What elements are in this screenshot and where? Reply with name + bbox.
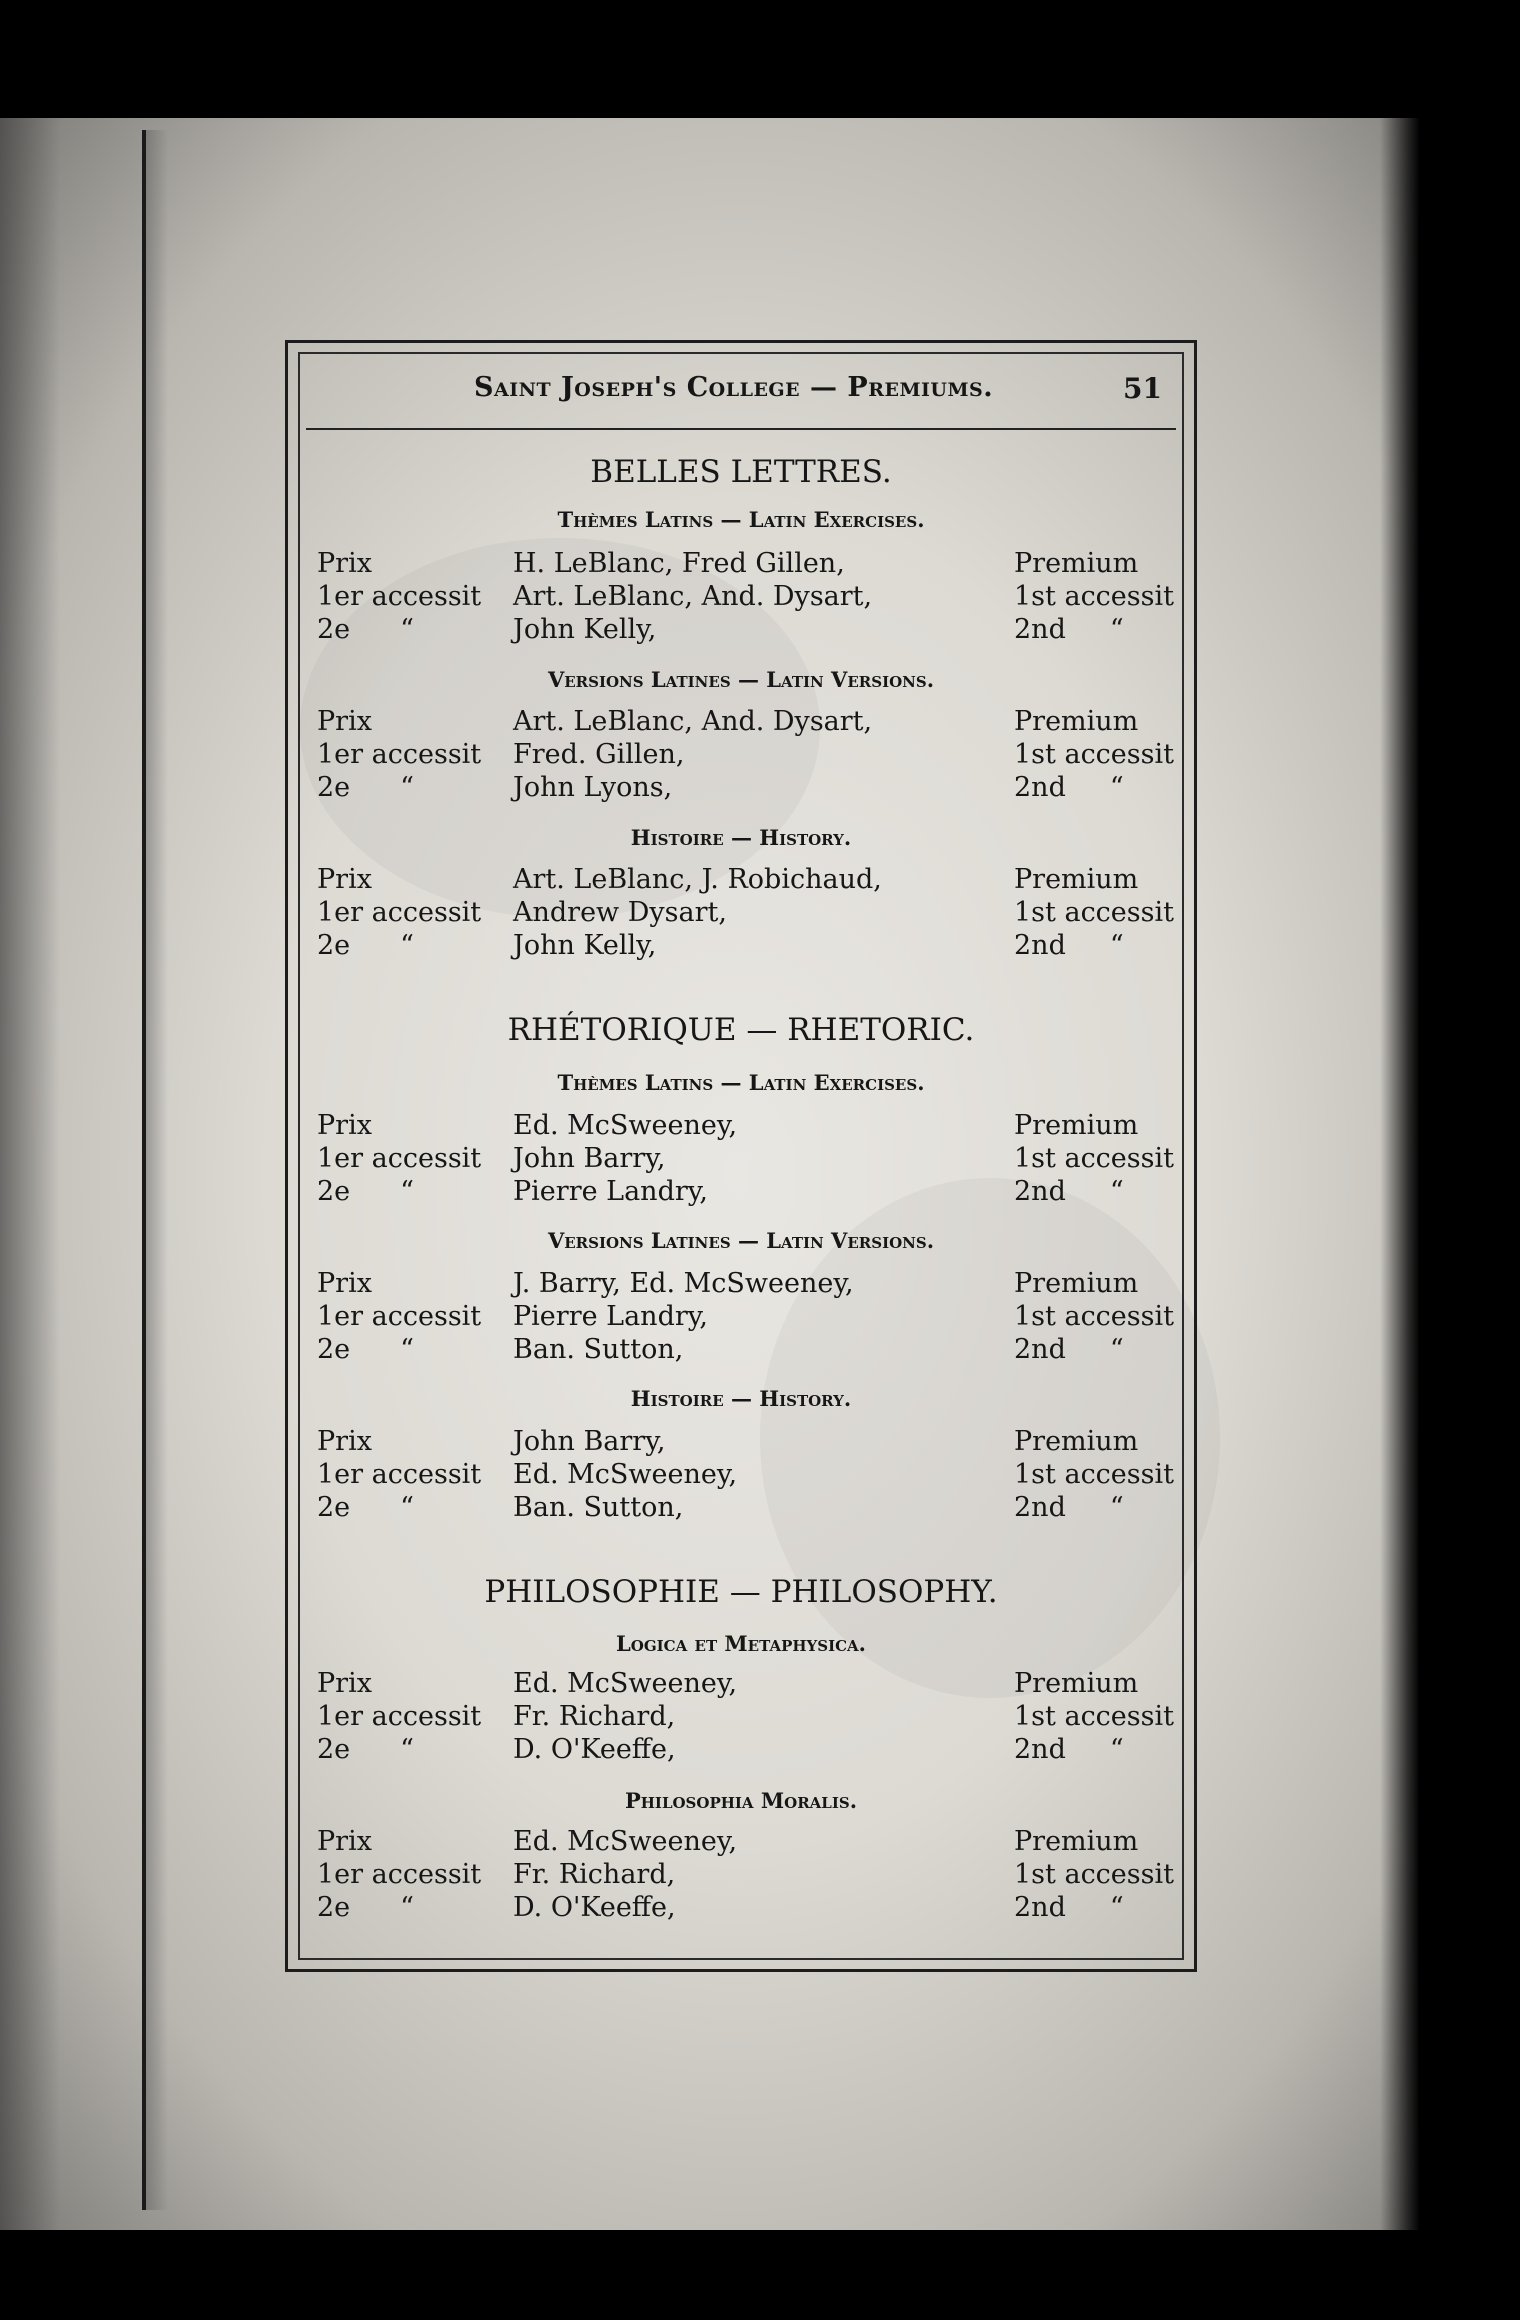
rank-label: 2e	[317, 772, 351, 803]
award-rank-fr	[317, 771, 414, 804]
award-rank-fr: 1er accessit	[317, 1301, 482, 1332]
award-rank-fr: 1er accessit	[317, 897, 482, 928]
award-row	[298, 1858, 1184, 1891]
award-rank-fr: 1er accessit	[317, 1143, 482, 1174]
subsection-title: Logica et Metaphysica.	[615, 1631, 866, 1656]
rank-label: 2nd	[1014, 1334, 1066, 1365]
rank-label: 2nd	[1014, 614, 1066, 645]
award-names: John Barry,	[513, 1426, 666, 1457]
ditto-mark: “	[400, 1492, 414, 1523]
ditto-mark: “	[400, 1892, 414, 1923]
award-names: Pierre Landry,	[513, 1301, 709, 1332]
award-names: Fr. Richard,	[513, 1701, 676, 1732]
award-names: John Kelly,	[513, 930, 657, 961]
award-rank-fr: Prix	[317, 548, 372, 579]
award-row	[298, 1891, 1184, 1924]
award-row	[298, 738, 1184, 771]
award-names: John Kelly,	[513, 614, 657, 645]
award-names: Ed. McSweeney,	[513, 1110, 738, 1141]
award-rank-fr	[317, 1491, 414, 1524]
award-rank-en	[1014, 929, 1124, 962]
award-row	[298, 1175, 1184, 1208]
award-row	[298, 771, 1184, 804]
award-names: Ed. McSweeney,	[513, 1668, 738, 1699]
award-rank-en	[1014, 1175, 1124, 1208]
award-names: Art. LeBlanc, And. Dysart,	[513, 706, 873, 737]
ditto-mark: “	[1109, 1334, 1124, 1365]
rank-label: 2e	[317, 930, 351, 961]
rank-label: 2e	[317, 1334, 351, 1365]
award-rank-fr: Prix	[317, 706, 372, 737]
page-content	[298, 352, 1184, 1960]
rank-label: 2nd	[1014, 772, 1066, 803]
award-rank-fr: 1er accessit	[317, 739, 482, 770]
subsection-title: Thèmes Latins — Latin Exercises.	[557, 507, 925, 532]
award-rank-en: Premium	[1014, 1826, 1139, 1857]
award-names: H. LeBlanc, Fred Gillen,	[513, 548, 845, 579]
award-rank-fr: 1er accessit	[317, 1701, 482, 1732]
ditto-mark: “	[400, 930, 414, 961]
award-rank-en: Premium	[1014, 864, 1139, 895]
subsection-title: Histoire — History.	[630, 825, 852, 850]
award-rank-en: 1st accessit	[1014, 1143, 1174, 1174]
award-row	[298, 1458, 1184, 1491]
rank-label: 2e	[317, 1734, 351, 1765]
award-names: Ban. Sutton,	[513, 1492, 684, 1523]
award-row	[298, 705, 1184, 738]
section-title: RHÉTORIQUE — RHETORIC.	[507, 1012, 975, 1048]
page-number: 51	[1123, 372, 1162, 405]
award-rank-en: 1st accessit	[1014, 1859, 1174, 1890]
ditto-mark: “	[400, 1176, 414, 1207]
award-row	[298, 1491, 1184, 1524]
rank-label: 2nd	[1014, 1892, 1066, 1923]
subsection-title: Versions Latines — Latin Versions.	[547, 667, 935, 692]
award-rank-en: 1st accessit	[1014, 1459, 1174, 1490]
award-rank-en	[1014, 613, 1124, 646]
award-names: Fred. Gillen,	[513, 739, 685, 770]
award-row	[298, 896, 1184, 929]
award-names: John Lyons,	[513, 772, 673, 803]
award-rank-en: 1st accessit	[1014, 581, 1174, 612]
award-rank-en: Premium	[1014, 1426, 1139, 1457]
award-row	[298, 547, 1184, 580]
rank-label: 2nd	[1014, 1492, 1066, 1523]
award-names: Ban. Sutton,	[513, 1334, 684, 1365]
award-rank-en: 1st accessit	[1014, 739, 1174, 770]
subsection-title: Philosophia Moralis.	[624, 1788, 858, 1813]
ditto-mark: “	[1109, 1492, 1124, 1523]
ditto-mark: “	[1109, 1734, 1124, 1765]
award-rank-en: Premium	[1014, 1110, 1139, 1141]
award-rank-en: Premium	[1014, 548, 1139, 579]
award-row	[298, 1825, 1184, 1858]
award-row	[298, 613, 1184, 646]
award-rank-fr	[317, 1175, 414, 1208]
ditto-mark: “	[400, 614, 414, 645]
ditto-mark: “	[1109, 772, 1124, 803]
rank-label: 2nd	[1014, 930, 1066, 961]
award-names: Ed. McSweeney,	[513, 1459, 738, 1490]
ditto-mark: “	[1109, 614, 1124, 645]
gutter-shadow	[146, 130, 168, 2210]
rank-label: 2nd	[1014, 1176, 1066, 1207]
award-rank-en	[1014, 1891, 1124, 1924]
award-row	[298, 929, 1184, 962]
award-names: Ed. McSweeney,	[513, 1826, 738, 1857]
award-rank-en: 1st accessit	[1014, 1701, 1174, 1732]
rank-label: 2e	[317, 1492, 351, 1523]
award-rank-fr: Prix	[317, 1268, 372, 1299]
ditto-mark: “	[1109, 1176, 1124, 1207]
rank-label: 2e	[317, 1176, 351, 1207]
award-rank-en	[1014, 771, 1124, 804]
header-rule	[306, 428, 1176, 430]
award-names: John Barry,	[513, 1143, 666, 1174]
award-row	[298, 1109, 1184, 1142]
award-rank-fr: 1er accessit	[317, 1859, 482, 1890]
rank-label: 2e	[317, 1892, 351, 1923]
award-rank-fr: Prix	[317, 1668, 372, 1699]
section-title: PHILOSOPHIE — PHILOSOPHY.	[484, 1574, 998, 1610]
paper-shadow-right	[1380, 118, 1420, 2230]
award-row	[298, 1267, 1184, 1300]
rank-label: 2e	[317, 614, 351, 645]
ditto-mark: “	[400, 772, 414, 803]
award-names: D. O'Keeffe,	[513, 1892, 676, 1923]
award-row	[298, 1142, 1184, 1175]
award-rank-en: 1st accessit	[1014, 897, 1174, 928]
award-rank-en	[1014, 1333, 1124, 1366]
award-row	[298, 1700, 1184, 1733]
running-head: Saint Joseph's College — Premiums.	[474, 372, 994, 403]
award-rank-fr: 1er accessit	[317, 581, 482, 612]
award-rank-en	[1014, 1491, 1124, 1524]
award-names: D. O'Keeffe,	[513, 1734, 676, 1765]
award-rank-fr	[317, 1733, 414, 1766]
paper-shadow-left	[0, 118, 60, 2230]
subsection-title: Versions Latines — Latin Versions.	[547, 1228, 935, 1253]
award-row	[298, 1333, 1184, 1366]
award-rank-fr: Prix	[317, 1826, 372, 1857]
award-names: Andrew Dysart,	[513, 897, 727, 928]
subsection-title: Thèmes Latins — Latin Exercises.	[557, 1070, 925, 1095]
award-rank-fr: 1er accessit	[317, 1459, 482, 1490]
award-rank-fr	[317, 613, 414, 646]
award-row	[298, 863, 1184, 896]
award-row	[298, 580, 1184, 613]
award-names: Art. LeBlanc, And. Dysart,	[513, 581, 873, 612]
award-rank-en: 1st accessit	[1014, 1301, 1174, 1332]
rank-label: 2nd	[1014, 1734, 1066, 1765]
award-names: Art. LeBlanc, J. Robichaud,	[513, 864, 882, 895]
award-row	[298, 1425, 1184, 1458]
ditto-mark: “	[400, 1734, 414, 1765]
award-names: Pierre Landry,	[513, 1176, 709, 1207]
award-rank-en: Premium	[1014, 706, 1139, 737]
award-rank-en: Premium	[1014, 1668, 1139, 1699]
award-rank-en	[1014, 1733, 1124, 1766]
award-rank-fr: Prix	[317, 864, 372, 895]
section-title: BELLES LETTRES.	[590, 454, 892, 490]
award-row	[298, 1667, 1184, 1700]
award-rank-fr	[317, 1333, 414, 1366]
ditto-mark: “	[1109, 930, 1124, 961]
award-row	[298, 1733, 1184, 1766]
award-rank-fr: Prix	[317, 1110, 372, 1141]
award-names: J. Barry, Ed. McSweeney,	[513, 1268, 854, 1299]
award-row	[298, 1300, 1184, 1333]
award-rank-fr: Prix	[317, 1426, 372, 1457]
award-rank-fr	[317, 929, 414, 962]
award-rank-fr	[317, 1891, 414, 1924]
award-names: Fr. Richard,	[513, 1859, 676, 1890]
ditto-mark: “	[1109, 1892, 1124, 1923]
gutter-fold-line	[142, 130, 146, 2210]
award-rank-en: Premium	[1014, 1268, 1139, 1299]
subsection-title: Histoire — History.	[630, 1386, 852, 1411]
ditto-mark: “	[400, 1334, 414, 1365]
